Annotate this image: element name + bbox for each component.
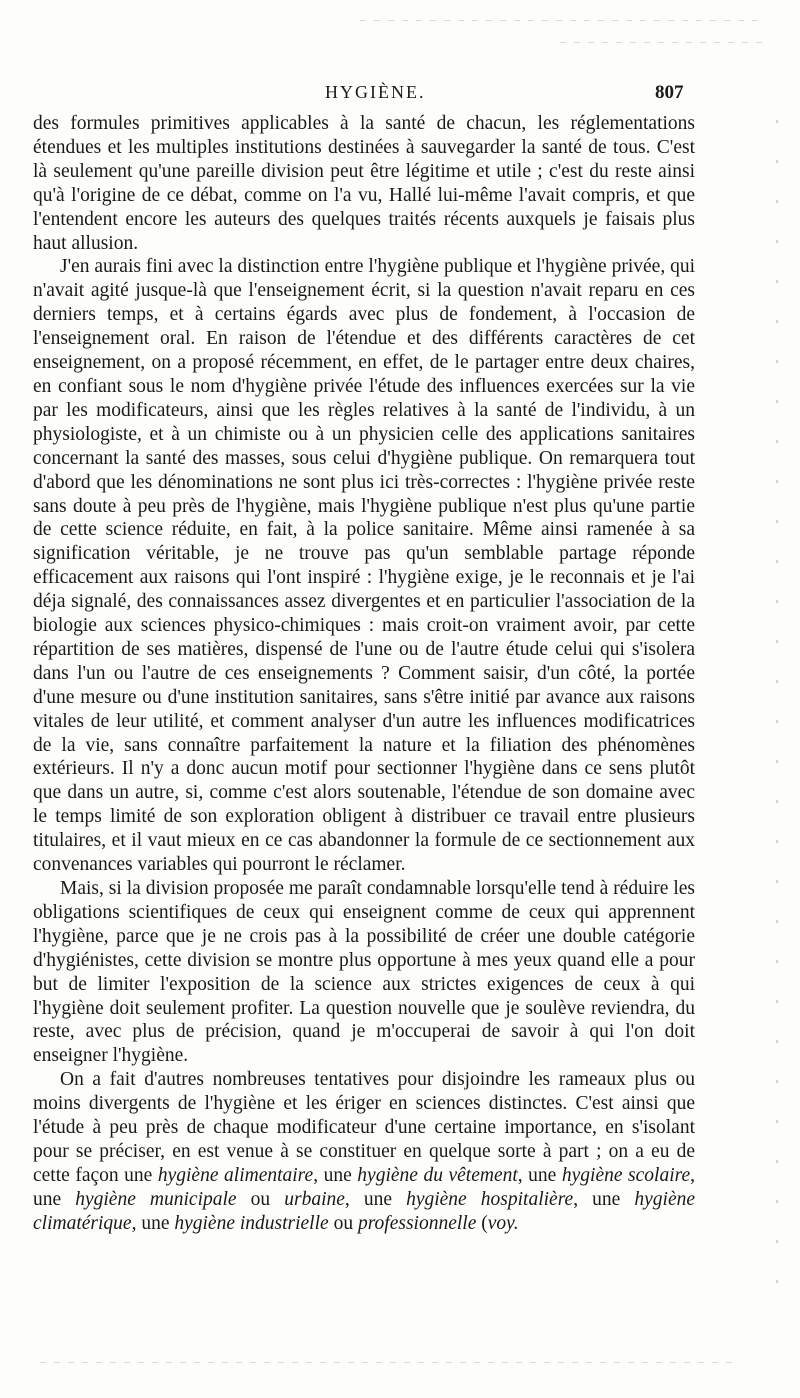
- italic-term: professionnelle: [357, 1212, 477, 1234]
- italic-term: urbaine: [284, 1188, 345, 1210]
- italic-term: hygiène municipale: [75, 1188, 237, 1210]
- text-run: (: [476, 1212, 488, 1234]
- text-run: , une: [313, 1164, 358, 1186]
- italic-term: voy.: [487, 1212, 519, 1234]
- italic-term: hygiène industrielle: [174, 1212, 329, 1234]
- italic-term: hygiène scolaire: [561, 1164, 691, 1186]
- running-header: [0, 82, 800, 108]
- text-run: , une: [131, 1212, 175, 1234]
- text-run: ou: [236, 1188, 285, 1210]
- text-run: , une: [573, 1188, 635, 1210]
- running-title: HYGIÈNE.: [325, 82, 426, 102]
- text-run: On a fait d'autres nombreuses tentatives pour disjoindre les rameaux plus ou moins divergents de l'hygiène et les ériger en sciences distinctes. C'est ainsi que l'étude à peu près de chaque modificateur d'une certaine importance, en s'isolant pour se préciser, en est venue à se constituer en quelque sorte à part ; on a eu de cette façon une: [33, 1069, 695, 1186]
- text-run: , une: [517, 1164, 562, 1186]
- text-run: ou: [328, 1212, 358, 1234]
- italic-term: hygiène du vêtement: [357, 1164, 518, 1186]
- scan-artifact: [776, 120, 778, 1320]
- text-run: J'en aurais fini avec la distinction entre l'hygiène publique et l'hygiène privée, qui n'avait agité jusque-là que l'enseignement écrit, si la question n'avait reparu en ces derniers temps, et à certains égards avec plus de fondement, à l'occasion de l'enseignement oral. En raison de l'étendue et des différents caractères de cet enseignement, on a proposé récemment, en effet, de le partager entre deux chaires, en confiant sous le nom d'hygiène privée l'étude des influences exercées sur la vie par les modificateurs, ainsi que les règles relatives à la santé de l'individu, à un physiologiste, et à un chimiste ou à un physicien celle des applications sanitaires concernant la santé des masses, sous celui d'hygiène publique. On remarquera tout d'abord que les dénominations ne sont plus ici très-correctes : l'hygiène privée reste sans doute à peu près de l'hygiène, mais l'hygiène publique n'est plus qu'une partie de cette science réduite, en fait, à la police sanitaire. Même ainsi ramenée à sa signification véritable, je ne trouve pas qu'un semblable partage réponde efficacement aux raisons qui l'ont inspiré : l'hygiène exige, je le reconnais et je l'ai déja signalé, des connaissances assez divergentes et en particulier l'association de la biologie aux sciences physico-chimiques : mais croit-on vraiment avoir, par cette répartition de ses matières, dispensé de l'une ou de l'autre étude celui qui s'isolera dans l'un ou l'autre de ces enseignements ? Comment saisir, d'un côté, la portée d'une mesure ou d'une institution sanitaires, sans s'être initié par avance aux raisons vitales de leur utilité, et comment analyser d'un autre les influences modificatrices de la vie, sans connaître parfaitement la nature et la filiation des phénomènes extérieurs. Il n'y a donc aucun motif pour sectionner l'hygiène dans ce sens plutôt que dans un autre, si, comme c'est alors soutenable, l'étendue de son domaine avec le temps limité de son exploration obligent à distribuer ce travail entre plusieurs titulaires, et il vaut mieux en ce cas abandonner la formule de ce sectionnement aux convenances variables qui pourront le réclamer.: [33, 256, 695, 876]
- paragraph: [33, 877, 695, 1068]
- body-text: [33, 112, 695, 1236]
- scan-artifact: [560, 42, 770, 43]
- page-number: 807: [655, 82, 684, 103]
- scan-artifact: [40, 1362, 740, 1363]
- italic-term: hygiène hospitalière: [406, 1188, 574, 1210]
- italic-term: hygiène alimentaire: [157, 1164, 314, 1186]
- text-run: Mais, si la division proposée me paraît condamnable lorsqu'elle tend à réduire les obligations scientifiques de ceux qui enseignent comme de ceux qui apprennent l'hygiène, parce que je ne crois pas à la possibilité de créer une double catégorie d'hygiénistes, cette division se montre plus opportune à mes yeux quand elle a pour but de limiter l'exposition de la science aux strictes exigences de ceux à qui l'hygiène doit seulement profiter. La question nouvelle que je soulève reviendra, du reste, avec plus de précision, quand je m'occuperai de savoir à qui l'on doit enseigner l'hygiène.: [33, 878, 695, 1067]
- paragraph: [33, 112, 695, 255]
- paragraph: [33, 255, 695, 877]
- paragraph: [33, 1068, 695, 1235]
- text-run: , une: [344, 1188, 407, 1210]
- text-run: des formules primitives applicables à la santé de chacun, les réglementations étendues et les multiples institutions destinées à sauvegarder la santé de tous. C'est là seulement qu'une pareille division peut être légitime et utile ; c'est du reste ainsi qu'à l'origine de ce débat, comme on l'a vu, Hallé lui-même l'avait compris, et que l'entendent encore les auteurs des quelques traités récents auxquels je faisais plus haut allusion.: [33, 113, 695, 254]
- italic-term: hygiène climatérique: [33, 1188, 696, 1234]
- text-run: , une: [33, 1164, 696, 1210]
- scan-artifact: [360, 20, 760, 21]
